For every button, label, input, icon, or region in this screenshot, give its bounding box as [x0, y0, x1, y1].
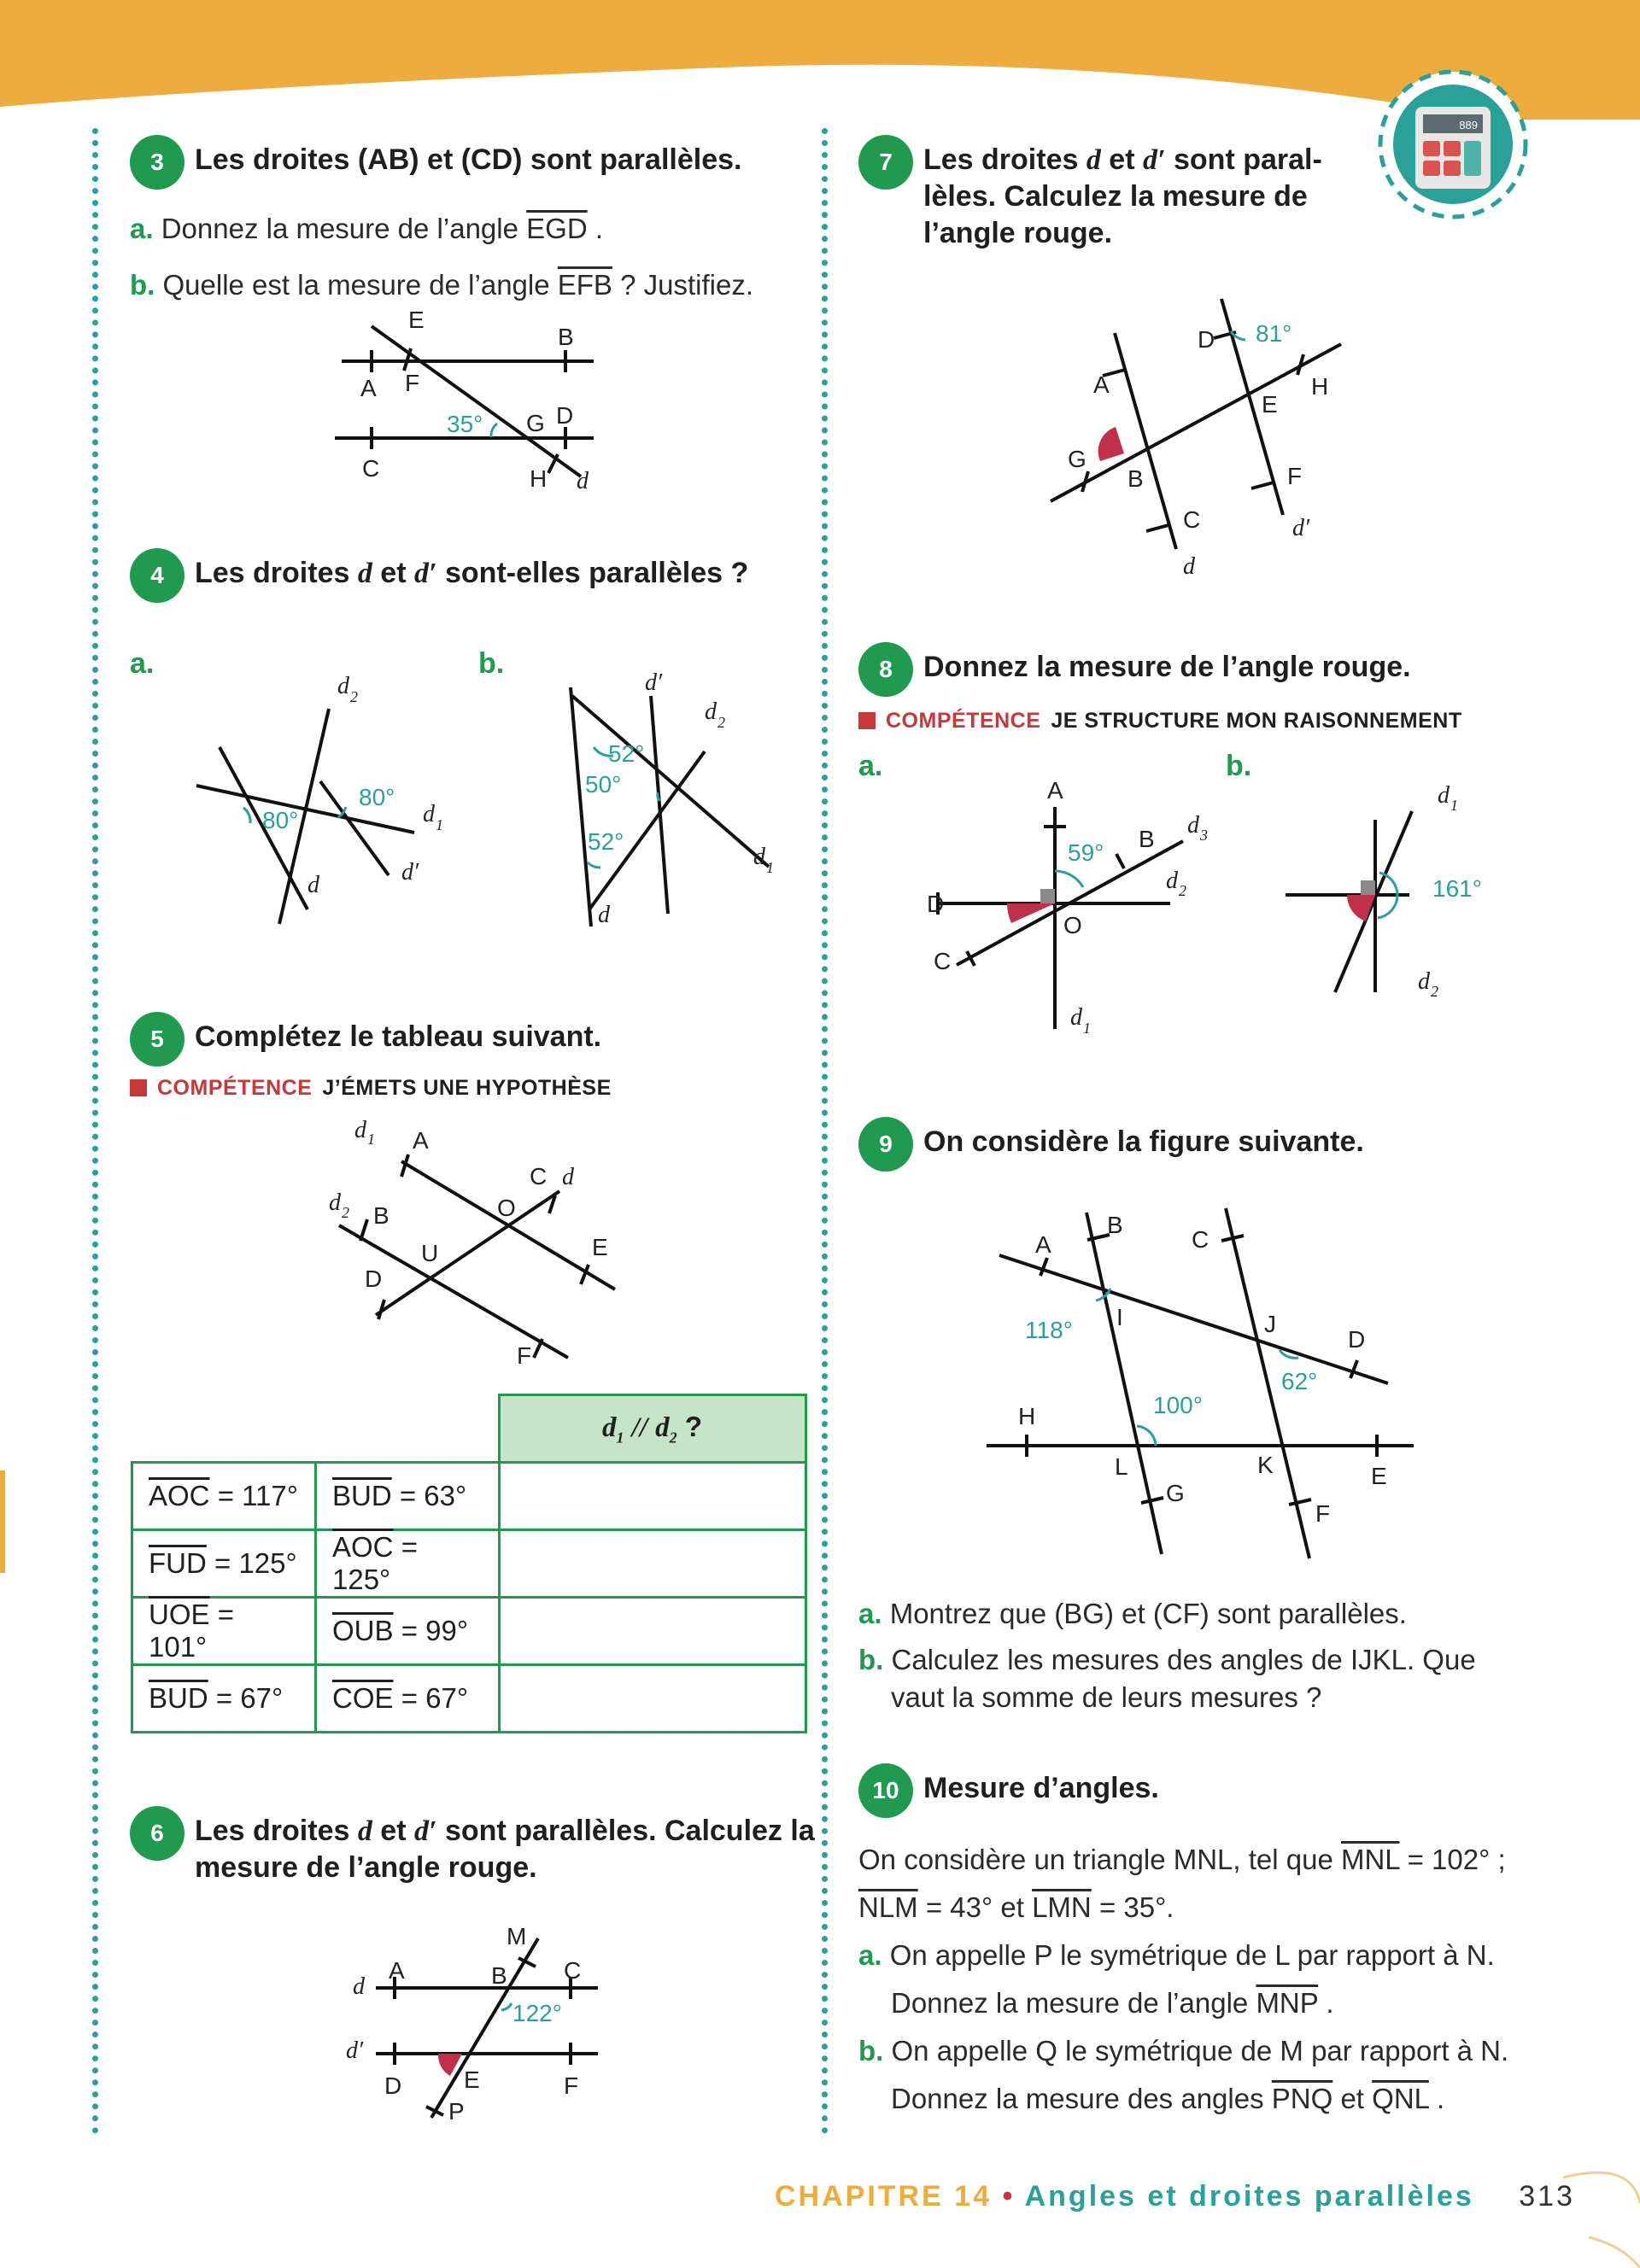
q5-th-d1: d: [601, 1412, 617, 1443]
q9-title: On considère la figure suivante.: [923, 1125, 1364, 1158]
q5-th-d1-sub: 1: [616, 1429, 624, 1447]
table-row: [132, 1665, 806, 1733]
q10-a-text: On appelle P le symétrique de L par rapport à N.: [889, 1939, 1495, 1971]
column-separator: [822, 128, 828, 2135]
calculator-badge: [1377, 68, 1529, 220]
q5-th-parallel: //: [631, 1412, 647, 1443]
q5-skill: J’ÉMETS UNE HYPOTHÈSE: [322, 1076, 612, 1100]
q3-part-b: [130, 266, 753, 304]
q4-header: [130, 548, 748, 603]
q7-label-a: A: [1093, 371, 1110, 398]
q5-label-c: C: [530, 1163, 548, 1190]
q5-number: 5: [130, 1012, 184, 1067]
q9-label-g: G: [1166, 1480, 1185, 1506]
q9-label-c: C: [1192, 1226, 1210, 1253]
q10-value-2: = 43° et: [925, 1891, 1024, 1923]
q5-label-f: F: [517, 1342, 532, 1366]
q5-table-empty-cell: [316, 1395, 500, 1463]
q7-label-b: B: [1128, 465, 1144, 492]
q7-label-d: D: [1198, 326, 1215, 353]
q8a-label-a: A: [1047, 777, 1063, 804]
q3-label-g: G: [526, 410, 545, 436]
q8a-label-d1: d: [1070, 1004, 1082, 1031]
q4-figure-b: [530, 666, 803, 939]
q8a-label-d3-sub: 3: [1200, 827, 1208, 844]
q4b-label-dp: d′: [645, 669, 663, 696]
q4b-angle-2: 50°: [585, 771, 622, 798]
q9-number: 9: [858, 1117, 913, 1172]
q3-b-angle: $\overline{EFB}$: [557, 269, 612, 301]
q8a-label-d: D: [927, 891, 945, 917]
q10-a-text2: Donnez la mesure de l’angle: [891, 1987, 1249, 2019]
q9-label-i: I: [1116, 1304, 1123, 1330]
q9-a-text: Montrez que (BG) et (CF) sont parallèles.: [889, 1598, 1407, 1629]
q6-label-d-line: d: [353, 1973, 365, 2000]
q5-value: = 125°: [332, 1531, 418, 1595]
q5-answer-cell[interactable]: [499, 1530, 805, 1598]
q3-label-line-d: d: [577, 468, 589, 494]
q5-angle: $\overline{AOC}$: [332, 1531, 394, 1563]
q8-competence: [858, 709, 1462, 734]
table-row: [132, 1530, 806, 1598]
q8a-angle-59: 59°: [1068, 839, 1104, 866]
q5-answer-cell[interactable]: [499, 1665, 805, 1733]
q9-label-f: F: [1315, 1500, 1331, 1527]
q9-angle-62: 62°: [1281, 1368, 1318, 1394]
q7-title: [923, 135, 1322, 252]
q9-b-label: b.: [858, 1644, 884, 1675]
q5-label-d-line: d: [562, 1164, 574, 1190]
q3-part-a: [130, 210, 603, 248]
q4a-label-d1: d: [423, 801, 435, 827]
q10-a-end: .: [1326, 1987, 1334, 2019]
q5-label-d2-sub: 2: [342, 1204, 349, 1221]
q4b-label-d2: d: [705, 699, 717, 725]
q3-b-text: Quelle est la mesure de l’angle: [162, 269, 550, 301]
q6-label-d: D: [384, 2072, 402, 2099]
q5-cell: [132, 1463, 316, 1530]
q4-title-pre: Les droites: [195, 557, 350, 589]
q3-a-end: .: [594, 213, 603, 244]
q7-title-pre: Les droites: [923, 143, 1079, 176]
left-margin-dots: [92, 128, 98, 2135]
q4b-angle-1: 52°: [608, 740, 645, 767]
calculator-display: 889: [1459, 119, 1478, 132]
q3-a-label: a.: [130, 213, 154, 244]
q9-angle-100: 100°: [1153, 1392, 1203, 1418]
q5-label-d: D: [365, 1266, 383, 1292]
q3-b-end: ? Justifiez.: [620, 269, 754, 301]
footer-ornament: [1555, 2152, 1640, 2268]
q5-angle: $\overline{AOC}$: [149, 1480, 210, 1511]
q3-number: 3: [130, 135, 184, 190]
q9-label-b: B: [1107, 1212, 1123, 1238]
q5-title: Complétez le tableau suivant.: [195, 1020, 602, 1053]
footer-chapter: CHAPITRE 14: [775, 2180, 993, 2212]
q3-a-angle: $\overline{EGD}$: [526, 213, 588, 244]
q9-label-h: H: [1018, 1403, 1036, 1429]
q10-angle-lmn: $\overline{LMN}$: [1032, 1891, 1092, 1923]
q4-b-label: b.: [478, 647, 505, 680]
q4-number: 4: [130, 548, 184, 603]
q4b-angle-3: 52°: [588, 828, 624, 855]
q3-figure: [325, 307, 615, 504]
q8a-label-b: B: [1139, 826, 1155, 852]
q6-header: [130, 1806, 815, 1886]
q5-label-d2: d: [329, 1190, 341, 1216]
q8-b-label: b.: [1226, 750, 1252, 782]
q6-title-dp: d′: [413, 1815, 437, 1847]
q8-header: [858, 642, 1411, 697]
q8a-label-o: O: [1063, 912, 1082, 938]
q10-b-label: b.: [858, 2035, 884, 2066]
q6-title-post: sont parallèles. Calculez la: [445, 1815, 815, 1847]
q5-competence: [130, 1076, 612, 1101]
q5-label-a: A: [413, 1127, 429, 1154]
q8-skill: JE STRUCTURE MON RAISONNEMENT: [1051, 709, 1462, 733]
q6-label-p: P: [448, 2098, 465, 2125]
q7-header: [858, 135, 1322, 252]
q7-label-h: H: [1311, 373, 1329, 400]
q9-part-a: [858, 1595, 1407, 1633]
q5-label-e: E: [592, 1234, 608, 1260]
q5-value: = 101°: [149, 1599, 234, 1663]
q4b-label-d: d: [598, 902, 610, 928]
q5-header: [130, 1012, 601, 1067]
q3-label-f: F: [405, 370, 420, 396]
q7-title-post: sont paral-: [1174, 143, 1322, 176]
footer-bullet: •: [1002, 2180, 1016, 2212]
competence-square-icon: [130, 1079, 147, 1096]
q8a-label-d3: d: [1187, 812, 1199, 839]
q7-figure: [1046, 290, 1371, 589]
q4a-label-d1-sub: 1: [436, 816, 443, 833]
q5-table-empty-cell: [132, 1395, 316, 1463]
q6-title-and: et: [380, 1815, 407, 1847]
q10-header: [858, 1763, 1159, 1818]
q7-label-f: F: [1287, 463, 1303, 489]
q4-title-and: et: [380, 557, 407, 589]
q7-angle-81: 81°: [1256, 320, 1292, 347]
q7-label-e: E: [1262, 391, 1278, 418]
q8a-label-d2-sub: 2: [1179, 882, 1186, 899]
q4-a-label: a.: [130, 647, 155, 680]
q7-label-c: C: [1183, 506, 1201, 533]
q5-cell: [316, 1463, 500, 1530]
q8-number: 8: [858, 642, 913, 697]
q4a-label-d: d: [308, 872, 319, 898]
q5-value: = 67°: [215, 1682, 284, 1714]
q7-label-d-line: d: [1183, 553, 1195, 580]
q10-number: 10: [858, 1763, 913, 1818]
q5-cell: [316, 1665, 500, 1733]
q3-label-h: H: [530, 465, 548, 492]
q5-th-d2: d: [655, 1412, 670, 1443]
q10-b-text2: Donnez la mesure des angles: [891, 2083, 1264, 2114]
q9-angle-118: 118°: [1025, 1317, 1073, 1343]
q5-value: = 63°: [399, 1480, 467, 1511]
q9-figure: [982, 1195, 1426, 1571]
q4a-angle-2: 80°: [262, 807, 299, 833]
q5-label-o: O: [497, 1195, 516, 1221]
q5-table-header: [499, 1395, 805, 1463]
q10-value-1: = 102° ;: [1407, 1844, 1506, 1875]
q6-label-c: C: [564, 1957, 582, 1984]
q10-b-text: On appelle Q le symétrique de M par rapport à N.: [891, 2035, 1509, 2066]
q10-a-label: a.: [858, 1939, 882, 1971]
q5-label-u: U: [421, 1240, 439, 1266]
q6-number: 6: [130, 1806, 184, 1861]
q5-label-b: B: [373, 1202, 390, 1229]
q5-angle: $\overline{BUD}$: [149, 1682, 208, 1714]
q6-title-pre: Les droites: [195, 1815, 350, 1847]
q7-title-dp: d′: [1142, 144, 1166, 176]
q5-label-d1-sub: 1: [367, 1131, 375, 1148]
q7-red-angle: [1098, 427, 1124, 461]
q10-b-end: .: [1436, 2083, 1445, 2114]
q5-angle: $\overline{BUD}$: [332, 1480, 392, 1511]
q5-angle: $\overline{COE}$: [332, 1682, 394, 1714]
q6-figure: [346, 1926, 611, 2135]
table-row: [132, 1463, 806, 1530]
q8a-label-d2: d: [1166, 868, 1178, 894]
q4a-label-d2-sub: 2: [350, 688, 358, 705]
q7-title-line2: lèles. Calculez la mesure de: [923, 180, 1308, 213]
q3-label-b: B: [558, 324, 574, 350]
q5-answer-cell[interactable]: [499, 1598, 805, 1665]
q3-angle-35: 35°: [447, 411, 483, 437]
q5-label-d1: d: [354, 1117, 366, 1143]
q9-label-e: E: [1371, 1463, 1387, 1489]
q6-title: [195, 1806, 815, 1886]
q6-title-line2: mesure de l’angle rouge.: [195, 1851, 537, 1884]
q10-title: Mesure d’angles.: [923, 1772, 1159, 1804]
q6-angle-122: 122°: [512, 2000, 562, 2026]
q4-figure-a: [184, 666, 466, 931]
q4b-label-d1-sub: 1: [766, 859, 774, 876]
q5-cell: [316, 1530, 500, 1598]
q5-answer-cell[interactable]: [499, 1463, 805, 1530]
q4-title-post: sont-elles parallèles ?: [445, 557, 749, 589]
q3-label-d: D: [556, 402, 574, 429]
q8b-label-d2-sub: 2: [1431, 983, 1438, 1000]
q9-label-d: D: [1348, 1326, 1366, 1353]
q3-title: Les droites (AB) et (CD) sont parallèles.: [195, 143, 742, 176]
competence-square-icon: [858, 712, 876, 729]
q3-b-label: b.: [130, 269, 155, 301]
q5-value: = 125°: [214, 1547, 297, 1579]
table-row: [132, 1598, 806, 1665]
q8-competence-label: COMPÉTENCE: [886, 709, 1041, 733]
q8-a-label: a.: [858, 750, 883, 782]
q3-header: [130, 135, 741, 190]
q10-intro: On considère un triangle MNL, tel que: [858, 1844, 1333, 1875]
q9-label-j: J: [1264, 1311, 1276, 1337]
q9-label-a: A: [1035, 1231, 1051, 1258]
q6-label-b: B: [491, 1962, 507, 1989]
q3-label-a: A: [360, 375, 377, 401]
q8a-label-d1-sub: 1: [1083, 1020, 1091, 1037]
q9-header: [858, 1117, 1364, 1172]
page-footer: [775, 2180, 1575, 2213]
q3-a-text: Donnez la mesure de l’angle: [161, 213, 518, 244]
footer-title: Angles et droites parallèles: [1024, 2180, 1474, 2212]
q4-title-dp: d′: [413, 558, 437, 589]
q6-label-a: A: [389, 1957, 405, 1984]
q5-value: = 67°: [401, 1682, 469, 1714]
q9-a-label: a.: [858, 1598, 882, 1629]
q5-table-header-row: [132, 1395, 806, 1463]
q9-part-b: [858, 1641, 1476, 1716]
q5-angle: $\overline{FUD}$: [149, 1547, 207, 1579]
q10-b-angle2: $\overline{QNL}$: [1372, 2083, 1429, 2114]
q8-figure-a: [918, 769, 1226, 1050]
q4b-label-d2-sub: 2: [718, 714, 725, 731]
q10-body: [858, 1836, 1508, 2123]
q10-value-3: = 35°.: [1098, 1891, 1174, 1923]
q5-value: = 99°: [401, 1615, 469, 1646]
q5-angle: $\overline{UOE}$: [149, 1599, 210, 1630]
q8b-label-d1-sub: 1: [1450, 797, 1458, 814]
q10-angle-mnl: $\overline{MNL}$: [1340, 1844, 1400, 1875]
q3-label-c: C: [362, 455, 380, 482]
q7-label-dp-line: d′: [1292, 515, 1310, 541]
q7-title-d: d: [1086, 144, 1101, 176]
q5-angle: $\overline{OUB}$: [332, 1615, 394, 1646]
q9-b-text2: vaut la somme de leurs mesures ?: [891, 1681, 1322, 1713]
q4a-label-d2: d: [337, 673, 349, 699]
q9-label-l: L: [1115, 1453, 1128, 1480]
q6-label-dp-line: d′: [346, 2037, 364, 2064]
q5-th-question: ?: [684, 1410, 703, 1442]
q5-cell: [132, 1530, 316, 1598]
q10-b-and: et: [1340, 2083, 1364, 2114]
q8b-label-d1: d: [1438, 782, 1450, 809]
q5-cell: [316, 1598, 500, 1665]
q8b-label-d2: d: [1418, 968, 1430, 995]
calculator-icon: [1415, 107, 1491, 189]
q4a-angle-1: 80°: [359, 784, 395, 810]
q6-label-m: M: [507, 1926, 527, 1949]
q4-title: [195, 548, 748, 592]
q4a-label-dp: d′: [401, 859, 419, 886]
q8-title: Donnez la mesure de l’angle rouge.: [923, 651, 1411, 683]
page-number: 313: [1519, 2180, 1575, 2212]
q10-angle-nlm: $\overline{NLM}$: [858, 1891, 918, 1923]
q4b-label-d1: d: [753, 844, 765, 870]
q10-b-angle1: $\overline{PNQ}$: [1271, 2083, 1333, 2114]
q5-cell: [132, 1665, 316, 1733]
q10-a-angle: $\overline{MNP}$: [1256, 1987, 1319, 2019]
q8b-right-angle: [1361, 880, 1375, 895]
q7-title-and: et: [1109, 143, 1135, 176]
q7-label-g: G: [1068, 446, 1086, 472]
q4-title-d: d: [357, 558, 372, 589]
q8a-label-c: C: [934, 948, 952, 974]
q8a-right-angle: [1040, 889, 1055, 903]
q5-cell: [132, 1598, 316, 1665]
q3-label-e: E: [408, 307, 425, 333]
q6-label-e: E: [464, 2066, 480, 2093]
q5-value: = 117°: [217, 1480, 298, 1511]
q5-figure: [320, 1110, 628, 1366]
side-tab: [0, 1470, 5, 1573]
q6-label-f: F: [564, 2072, 579, 2099]
q9-label-k: K: [1257, 1452, 1274, 1478]
q5-th-d2-sub: 2: [669, 1429, 677, 1447]
q5-table: [131, 1394, 807, 1733]
q7-number: 7: [858, 135, 913, 190]
q8b-angle-161: 161°: [1432, 875, 1482, 902]
q9-b-text: Calculez les mesures des angles de IJKL. Que: [891, 1644, 1476, 1675]
q8-figure-b: [1286, 769, 1508, 1008]
q7-title-line3: l’angle rouge.: [923, 217, 1113, 249]
q6-title-d: d: [357, 1815, 372, 1847]
q5-competence-label: COMPÉTENCE: [157, 1076, 313, 1100]
